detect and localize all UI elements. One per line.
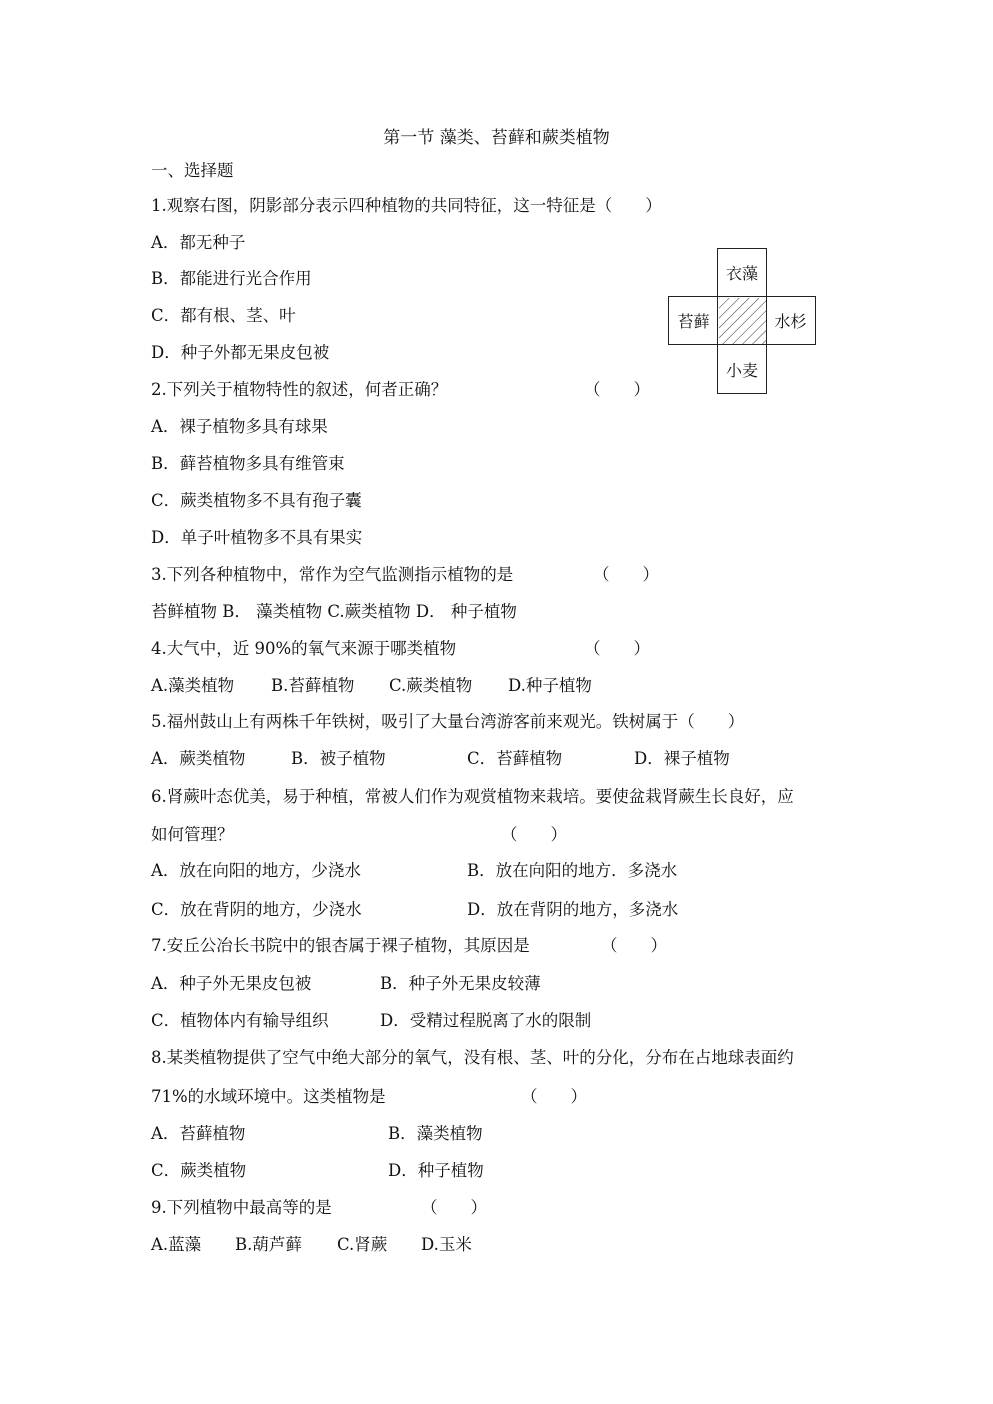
q7-option-d: D．受精过程脱离了水的限制 <box>380 1011 592 1030</box>
q9-option-a: A.蓝藻 <box>151 1235 202 1254</box>
q6-option-b: B．放在向阳的地方．多浇水 <box>467 861 678 880</box>
q8-stem-line1: 8.某类植物提供了空气中绝大部分的氧气，没有根、茎、叶的分化，分布在占地球表面约 <box>151 1048 794 1067</box>
q6-option-d: D．放在背阴的地方，多浇水 <box>467 900 679 919</box>
diagram-cell-right: 水杉 <box>765 296 816 345</box>
q1-stem: 1.观察右图，阴影部分表示四种植物的共同特征，这一特征是（ ） <box>151 196 662 215</box>
q2-option-a: A．裸子植物多具有球果 <box>151 417 328 436</box>
q2-stem: 2.下列关于植物特性的叙述，何者正确？ <box>151 380 448 399</box>
q4-stem: 4.大气中，近 90%的氧气来源于哪类植物 <box>151 639 457 658</box>
q6-stem-line1: 6.肾蕨叶态优美，易于种植，常被人们作为观赏植物来栽培。要使盆栽肾蕨生长良好，应 <box>151 787 794 806</box>
q2-option-b: B．藓苔植物多具有维管束 <box>151 454 345 473</box>
q5-option-d: D．裸子植物 <box>634 749 730 768</box>
q7-option-b: B．种子外无果皮较薄 <box>380 974 541 993</box>
section-heading: 一、选择题 <box>151 161 234 180</box>
q7-option-c: C．植物体内有输导组织 <box>151 1011 329 1030</box>
q3-options: 苔鲜植物 B． 藻类植物 C.蕨类植物 D． 种子植物 <box>151 602 517 621</box>
diagram-shaded-center <box>717 296 767 345</box>
q8-option-a: A．苔藓植物 <box>151 1124 246 1143</box>
q4-option-d: D.种子植物 <box>508 676 592 695</box>
q4-answer-paren: （ ） <box>584 639 650 658</box>
q2-option-d: D．单子叶植物多不具有果实 <box>151 528 363 547</box>
q1-option-c: C．都有根、茎、叶 <box>151 306 296 325</box>
q9-option-b: B.葫芦藓 <box>235 1235 302 1254</box>
q9-option-c: C.肾蕨 <box>337 1235 388 1254</box>
q3-stem: 3.下列各种植物中，常作为空气监测指示植物的是 <box>151 565 514 584</box>
q6-option-a: A．放在向阳的地方，少浇水 <box>151 861 361 880</box>
q1-option-b: B．都能进行光合作用 <box>151 269 312 288</box>
q9-option-d: D.玉米 <box>421 1235 472 1254</box>
q9-stem: 9.下列植物中最高等的是 <box>151 1198 332 1217</box>
q7-answer-paren: （ ） <box>601 936 667 955</box>
q8-answer-paren: （ ） <box>521 1087 587 1106</box>
q1-option-d: D．种子外都无果皮包被 <box>151 343 330 362</box>
q2-answer-paren: （ ） <box>584 380 650 399</box>
diagram-cell-top: 衣藻 <box>717 248 767 297</box>
q8-option-d: D．种子植物 <box>388 1161 484 1180</box>
diagram-cell-left: 苔藓 <box>668 296 719 345</box>
q4-option-a: A.藻类植物 <box>151 676 235 695</box>
q6-stem-line2: 如何管理？ <box>151 825 234 844</box>
q8-stem-line2: 71%的水域环境中。这类植物是 <box>151 1087 386 1106</box>
q6-answer-paren: （ ） <box>501 825 567 844</box>
plant-feature-diagram <box>668 248 816 394</box>
q8-option-b: B．藻类植物 <box>388 1124 483 1143</box>
q5-stem: 5.福州鼓山上有两株千年铁树，吸引了大量台湾游客前来观光。铁树属于（ ） <box>151 712 745 731</box>
diagram-cell-bottom: 小麦 <box>717 344 767 394</box>
q3-answer-paren: （ ） <box>593 565 659 584</box>
q8-option-c: C．蕨类植物 <box>151 1161 247 1180</box>
q5-option-b: B．被子植物 <box>291 749 386 768</box>
hatch-pattern <box>719 298 766 344</box>
q9-answer-paren: （ ） <box>421 1198 487 1217</box>
page-title: 第一节 藻类、苔藓和蕨类植物 <box>383 128 610 148</box>
q7-option-a: A．种子外无果皮包被 <box>151 974 312 993</box>
q2-option-c: C．蕨类植物多不具有孢子囊 <box>151 491 362 510</box>
q5-option-c: C．苔藓植物 <box>467 749 563 768</box>
q4-option-b: B.苔藓植物 <box>271 676 355 695</box>
q4-option-c: C.蕨类植物 <box>389 676 473 695</box>
q5-option-a: A．蕨类植物 <box>151 749 246 768</box>
q1-option-a: A．都无种子 <box>151 233 246 252</box>
q6-option-c: C．放在背阴的地方，少浇水 <box>151 900 362 919</box>
q7-stem: 7.安丘公冶长书院中的银杏属于裸子植物，其原因是 <box>151 936 530 955</box>
